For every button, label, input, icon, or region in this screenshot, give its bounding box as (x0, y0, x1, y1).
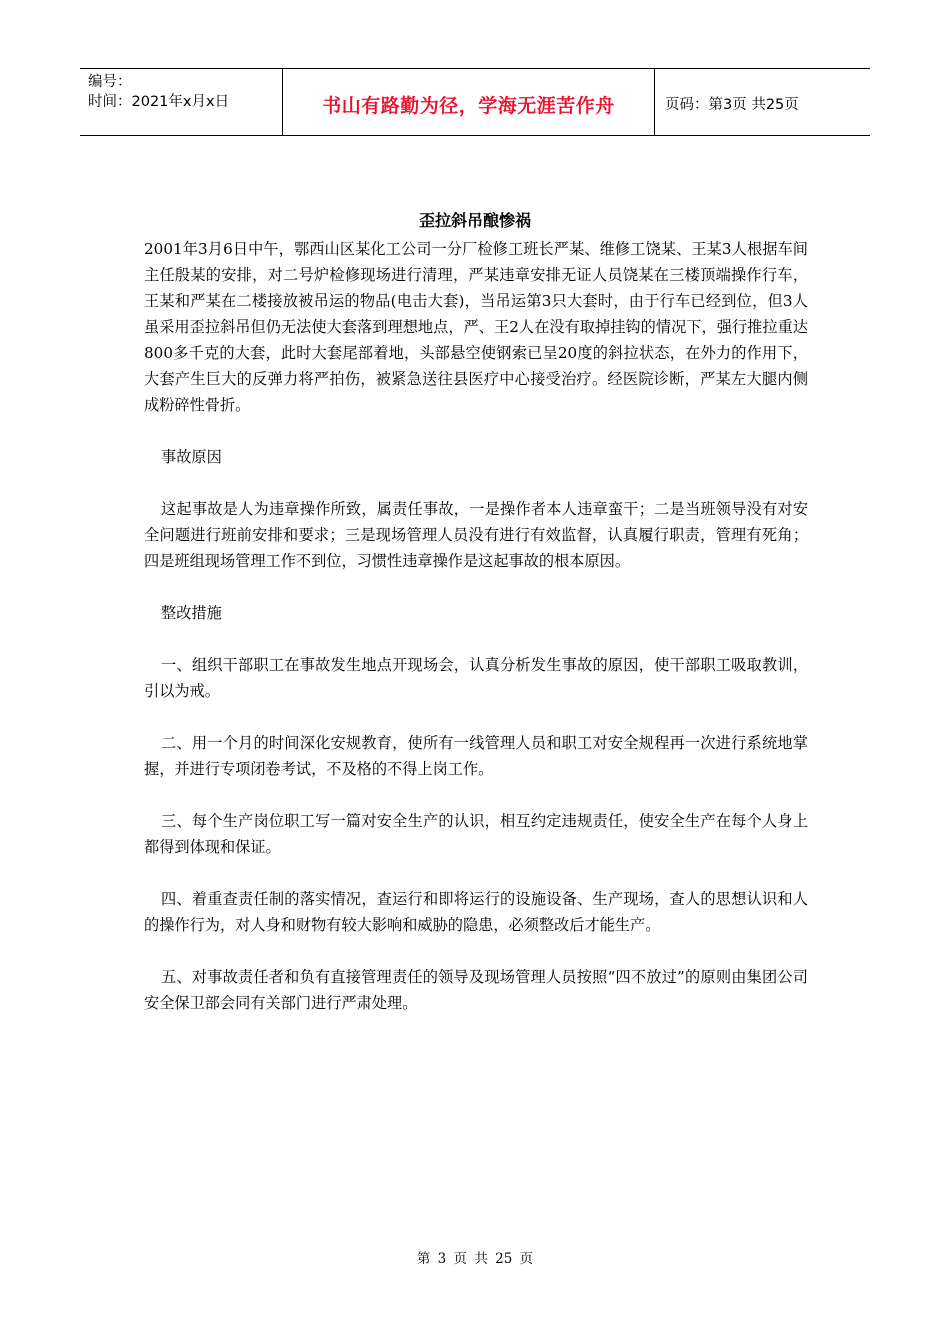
header-page-cell (655, 69, 870, 135)
header-motto-cell (282, 69, 655, 135)
cause-paragraph: 这起事故是人为违章操作所致，属责任事故，一是操作者本人违章蛮干；二是当班领导没有对安全问题进行班前安排和要求；三是现场管理人员没有进行有效监督，认真履行职责，管理有死角；四是班组现场管理工作不到位，习惯性违章操作是这起事故的根本原因。 (144, 500, 808, 570)
measures-heading: 整改措施 (161, 604, 222, 622)
doc-number-label: 编号： (88, 74, 132, 90)
page-info: 页码：第3页 共25页 (665, 96, 799, 113)
motto-text: 书山有路勤为径，学海无涯苦作舟 (322, 94, 615, 117)
measure-item-1: 一、组织干部职工在事故发生地点开现场会，认真分析发生事故的原因，使干部职工吸取教训，引以为戒。 (144, 656, 808, 700)
measure-item-2: 二、用一个月的时间深化安规教育，使所有一线管理人员和职工对安全规程再一次进行系统地掌握，并进行专项闭卷考试，不及格的不得上岗工作。 (144, 734, 808, 778)
date-label: 时间：2021年x月x日 (88, 94, 230, 110)
measure-item-3: 三、每个生产岗位职工写一篇对安全生产的认识，相互约定违规责任，使安全生产在每个人身上都得到体现和保证。 (144, 812, 808, 856)
page-header (80, 68, 870, 136)
cause-heading: 事故原因 (161, 448, 222, 466)
header-meta-cell (80, 69, 282, 135)
document-title: 歪拉斜吊酿惨祸 (418, 211, 531, 230)
document-body (144, 236, 808, 1016)
intro-paragraph: 2001年3月6日中午，鄂西山区某化工公司一分厂检修工班长严某、维修工饶某、王某3人根据车间主任殷某的安排，对二号炉检修现场进行清理，严某违章安排无证人员饶某在三楼顶端操作行车，王某和严某在二楼接放被吊运的物品(电击大套)，当吊运第3只大套时，由于行车已经到位，但3人虽采用歪拉斜吊但仍无法使大套落到理想地点，严、王2人在没有取掉挂钩的情况下，强行推拉重达800多千克的大套，此时大套尾部着地，头部悬空使钢索已呈20度的斜拉状态，在外力的作用下，大套产生巨大的反弹力将严拍伤，被紧急送往县医疗中心接受治疗。经医院诊断，严某左大腿内侧成粉碎性骨折。 (144, 240, 808, 414)
measure-item-4: 四、着重查责任制的落实情况，查运行和即将运行的设施设备、生产现场，查人的思想认识和人的操作行为，对人身和财物有较大影响和威胁的隐患，必须整改后才能生产。 (144, 890, 808, 934)
measure-item-5: 五、对事故责任者和负有直接管理责任的领导及现场管理人员按照“四不放过”的原则由集团公司安全保卫部会同有关部门进行严肃处理。 (144, 968, 808, 1012)
page-footer: 第 3 页 共 25 页 (416, 1251, 534, 1267)
